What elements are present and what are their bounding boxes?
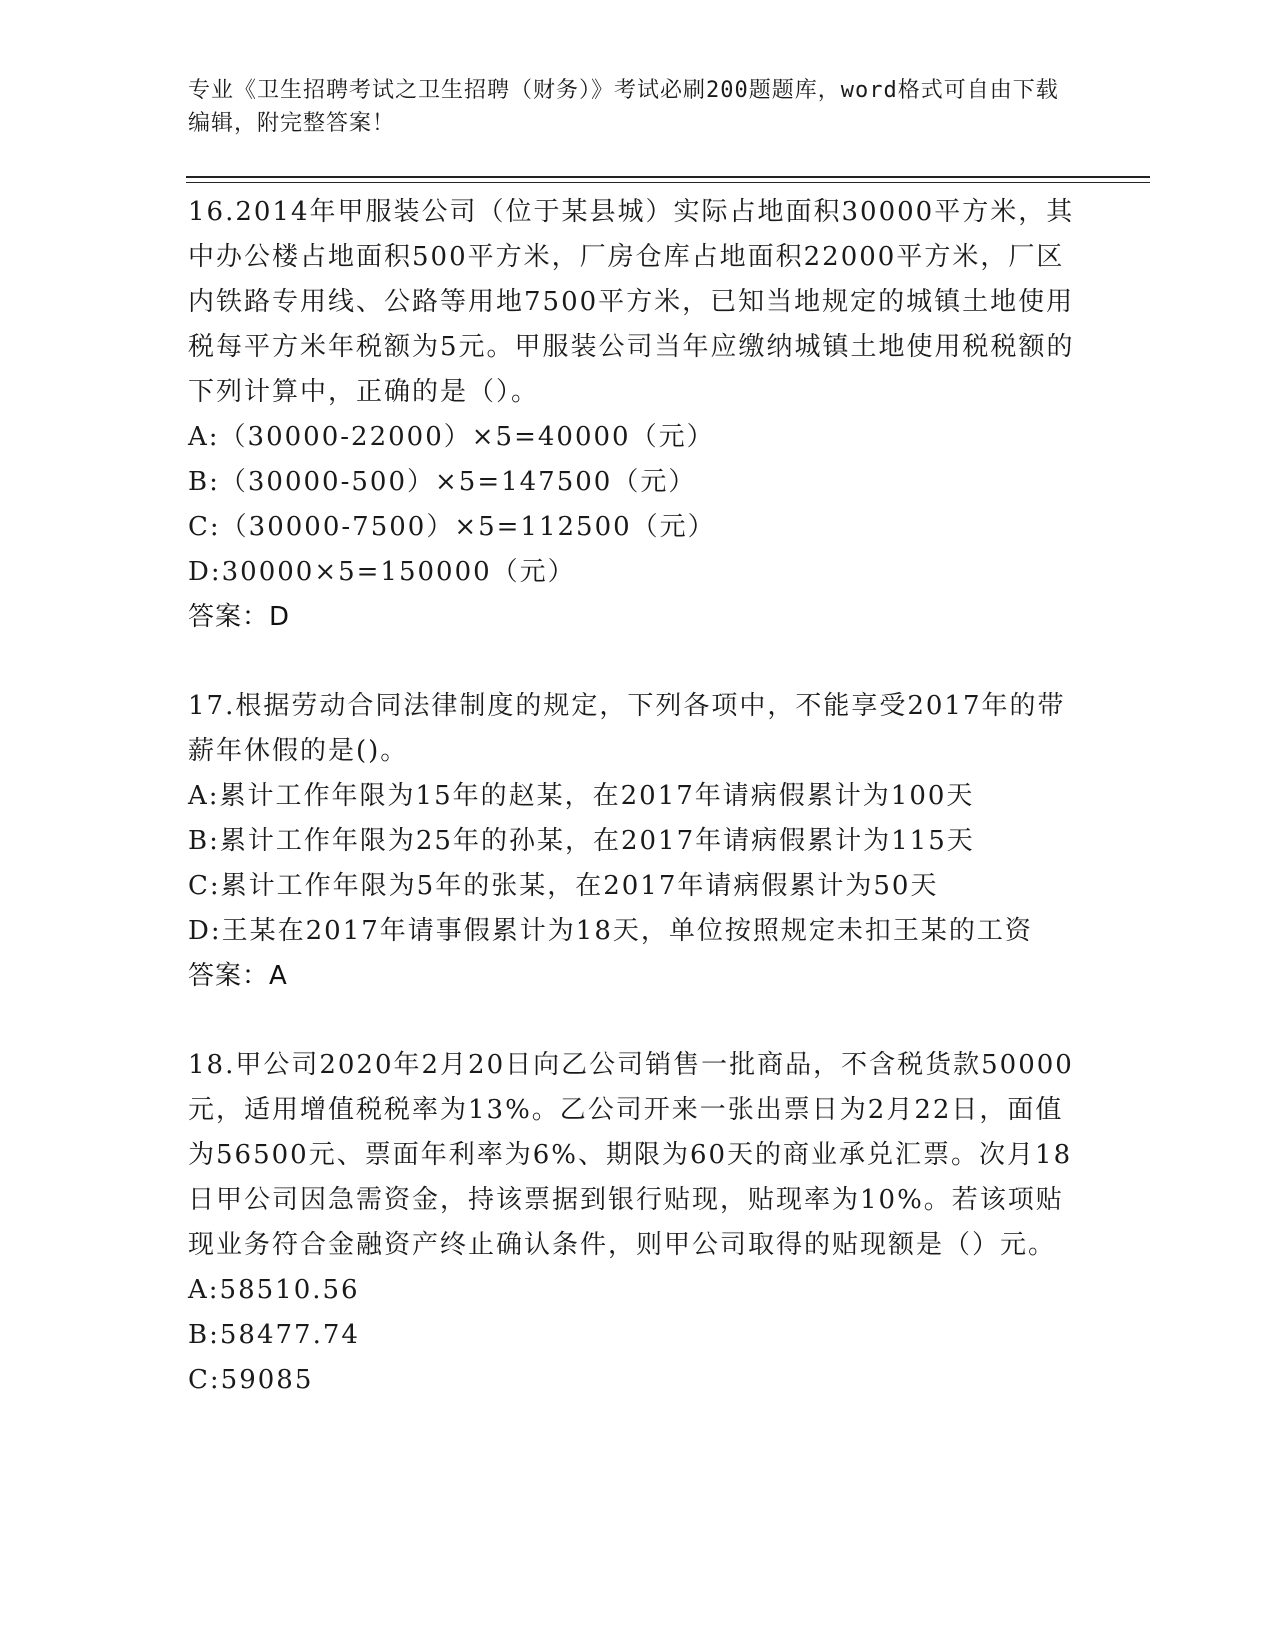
option-b: B:累计工作年限为25年的孙某，在2017年请病假累计为115天 <box>188 826 975 856</box>
header-divider-thick <box>186 176 1150 178</box>
question-17 <box>188 684 1088 999</box>
option-c: C:累计工作年限为5年的张某，在2017年请病假累计为50天 <box>188 871 939 901</box>
question-stem: 16.2014年甲服装公司（位于某县城）实际占地面积30000平方米，其中办公楼占地面积500平方米，厂房仓库占地面积22000平方米，厂区内铁路专用线、公路等用地7500平方米，已知当地规定的城镇土地使用税每平方米年税额为5元。甲服装公司当年应缴纳城镇土地使用税税额的下列计算中，正确的是（）。 <box>188 197 1075 407</box>
question-16 <box>188 190 1088 640</box>
option-a: A:58510.56 <box>188 1275 360 1305</box>
option-c: C:（30000-7500）×5=112500（元） <box>188 512 716 542</box>
question-stem: 18.甲公司2020年2月20日向乙公司销售一批商品，不含税货款50000元，适用增值税税率为13%。乙公司开来一张出票日为2月22日，面值为56500元、票面年利率为6%、期限为60天的商业承兑汇票。次月18日甲公司因急需资金，持该票据到银行贴现，贴现率为10%。若该项贴现业务符合金融资产终止确认条件，则甲公司取得的贴现额是（）元。 <box>188 1050 1074 1260</box>
option-b: B:58477.74 <box>188 1320 360 1350</box>
question-list <box>188 190 1088 1447</box>
option-a: A:（30000-22000）×5=40000（元） <box>188 422 715 452</box>
header-divider-thin <box>186 182 1150 183</box>
answer-line: 答案：D <box>188 602 291 632</box>
option-d: D:王某在2017年请事假累计为18天，单位按照规定未扣王某的工资 <box>188 916 1033 946</box>
option-d: D:30000×5=150000（元） <box>188 557 576 587</box>
question-18 <box>188 1043 1088 1403</box>
option-b: B:（30000-500）×5=147500（元） <box>188 467 697 497</box>
header-text: 专业《卫生招聘考试之卫生招聘（财务）》考试必刷200题题库，word格式可自由下载编辑，附完整答案！ <box>188 78 1059 136</box>
document-header <box>188 74 1068 140</box>
question-stem: 17.根据劳动合同法律制度的规定，下列各项中，不能享受2017年的带薪年休假的是()。 <box>188 691 1066 766</box>
option-c: C:59085 <box>188 1365 314 1395</box>
option-a: A:累计工作年限为15年的赵某，在2017年请病假累计为100天 <box>188 781 975 811</box>
answer-line: 答案：A <box>188 961 288 991</box>
